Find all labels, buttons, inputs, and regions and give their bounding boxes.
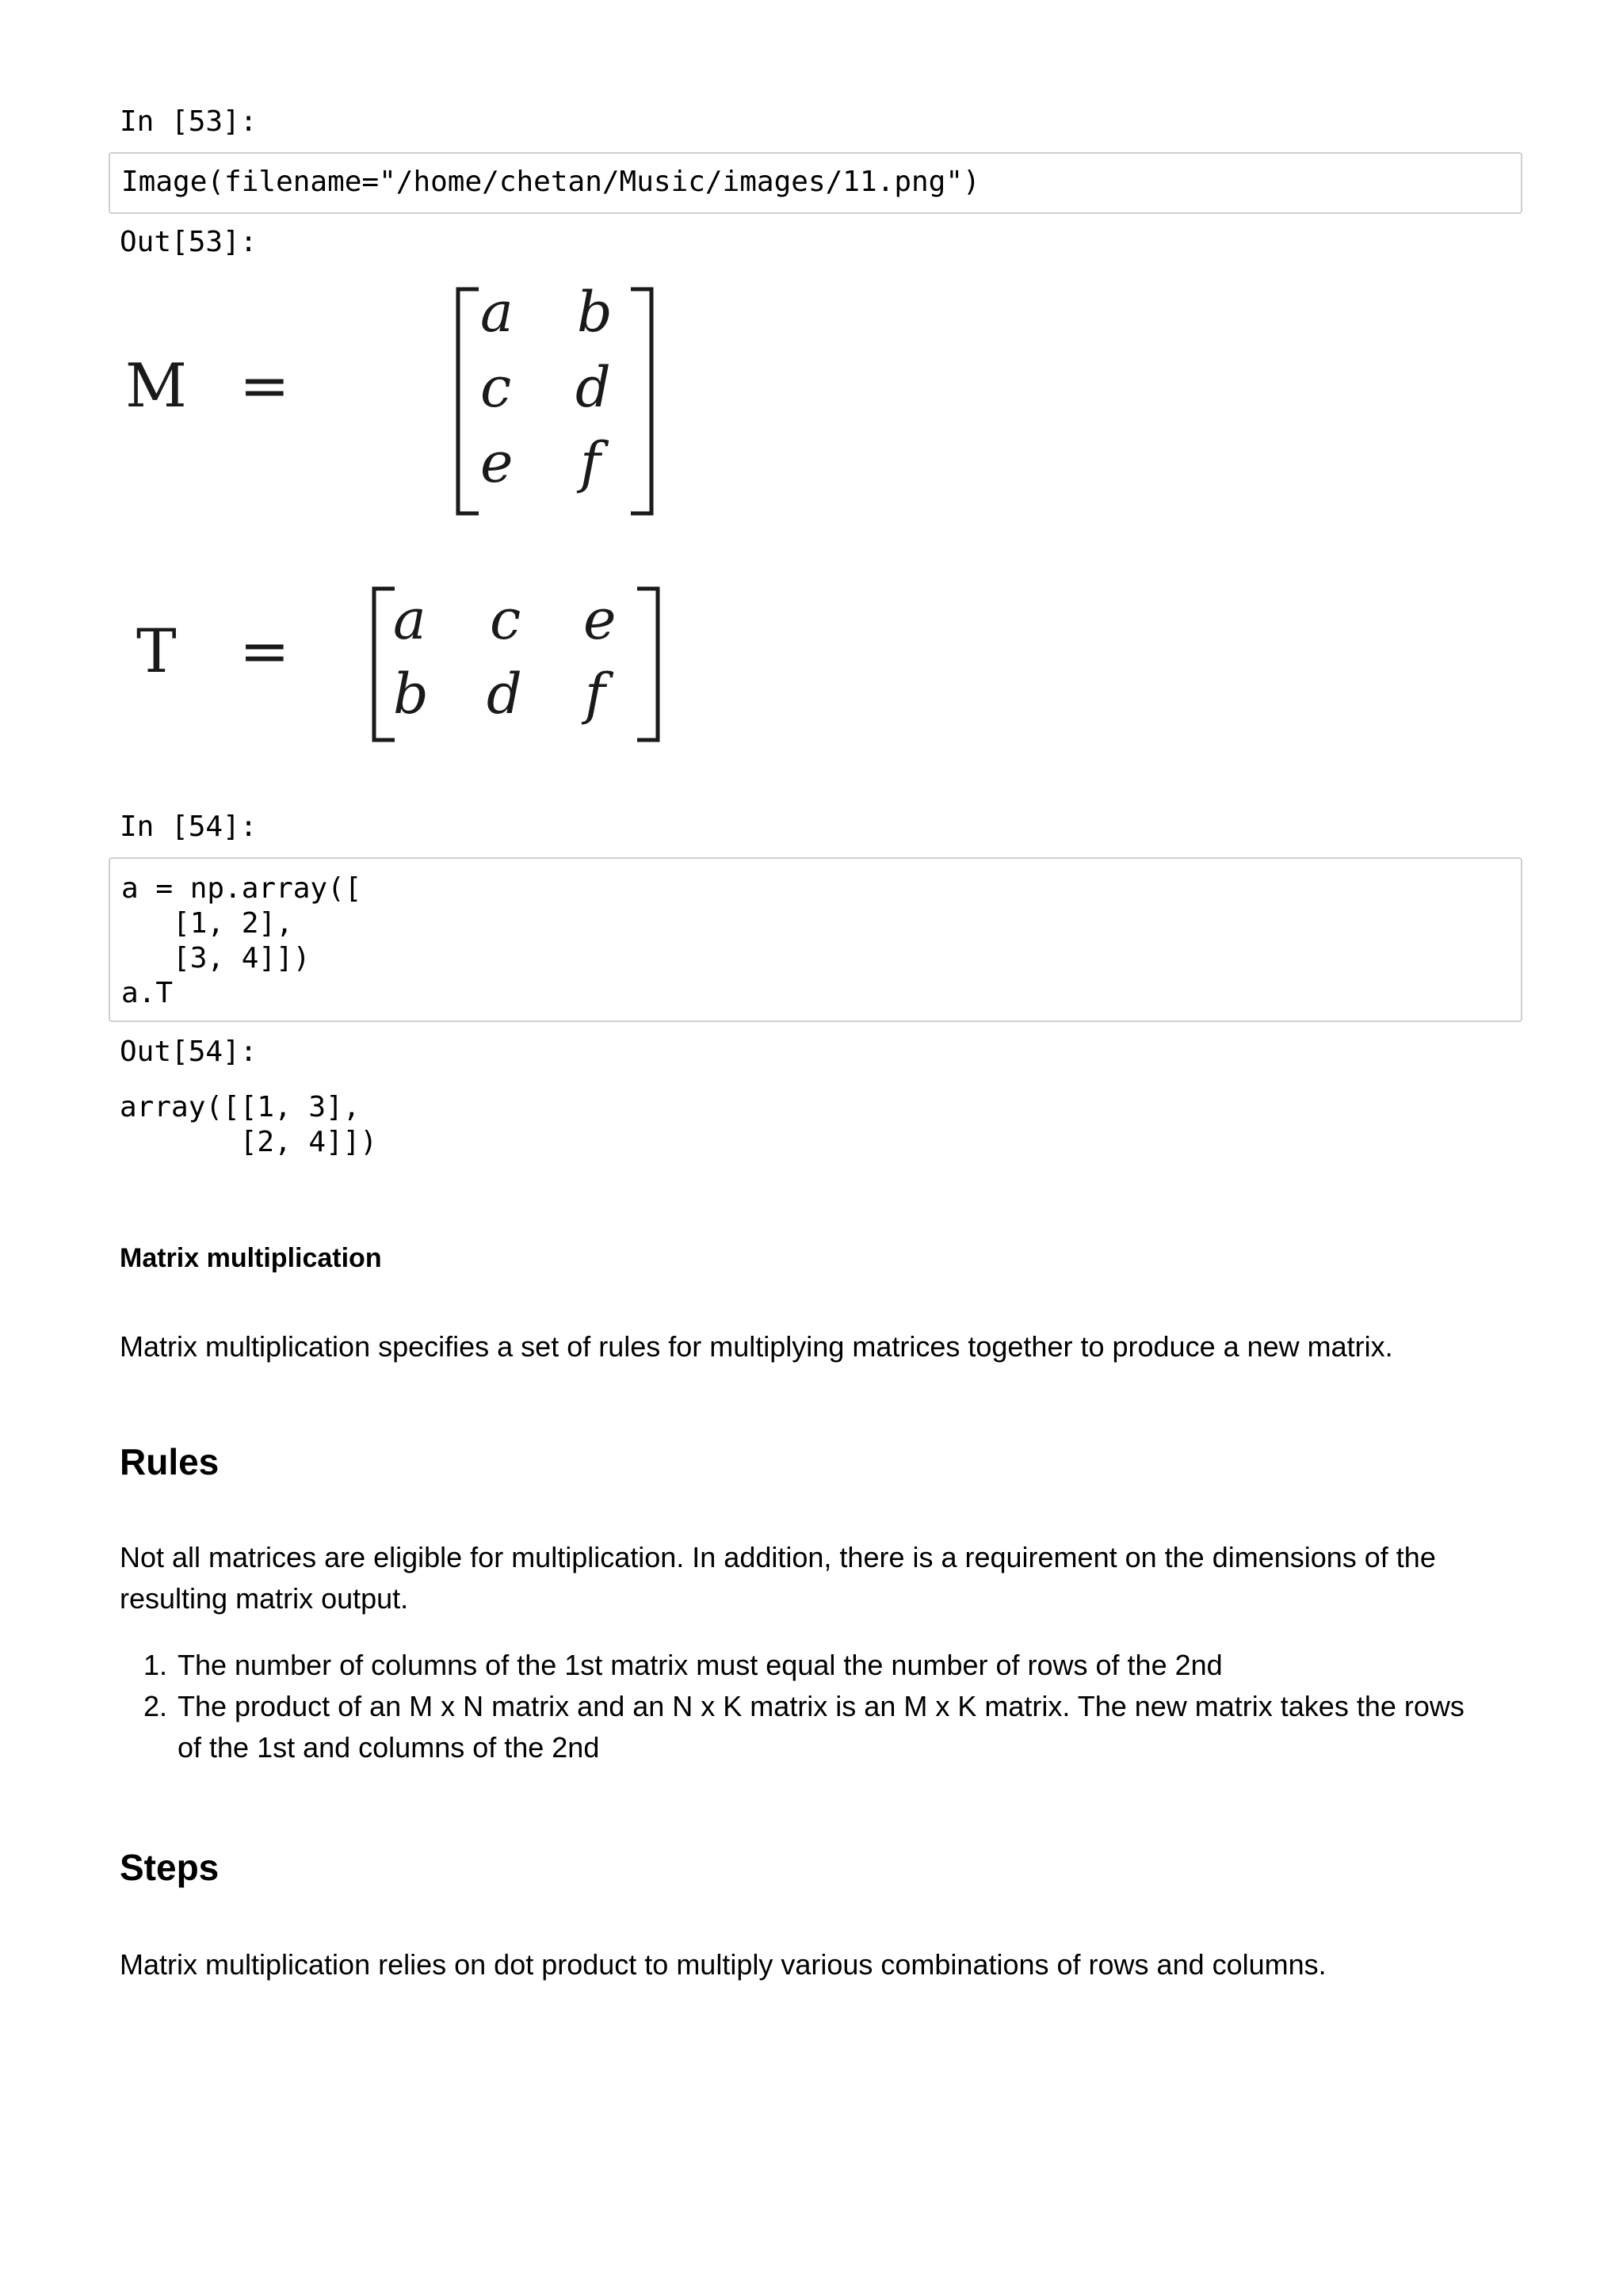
matrix-m-entry: f xyxy=(580,430,601,495)
list-item-number: 2. xyxy=(143,1690,168,1722)
equals-sign-m: = xyxy=(239,350,290,421)
code-text-54: a = np.array([ [1, 2], [3, 4]]) a.T xyxy=(121,872,362,1009)
code-input-cell-53[interactable] xyxy=(109,152,1522,214)
list-item-text: The number of columns of the 1st matrix must equal the number of rows of the 2nd xyxy=(178,1649,1223,1681)
equals-sign-t: = xyxy=(239,616,290,686)
paragraph-steps: Matrix multiplication relies on dot product to multiply various combinations of rows and columns. xyxy=(120,1948,1327,1981)
code-text-53: Image(filename="/home/chetan/Music/images/11.png") xyxy=(121,166,980,198)
heading-steps: Steps xyxy=(120,1847,220,1888)
matrix-m-label: M xyxy=(125,350,187,421)
rules-list xyxy=(120,1645,1467,1768)
paragraph-matrix-multiplication: Matrix multiplication specifies a set of rules for multiplying matrices together to produce a new matrix. xyxy=(120,1330,1393,1363)
matrix-t-label: T xyxy=(136,616,177,686)
list-item-number: 1. xyxy=(143,1649,168,1681)
heading-rules: Rules xyxy=(120,1441,220,1482)
list-item-text: The product of an M x N matrix and an N x K matrix is an M x K matrix. The new matrix takes the rows of the 1st and columns of the 2nd xyxy=(178,1690,1465,1764)
matrix-m-entry: b xyxy=(577,280,613,345)
input-prompt-53: In [53]: xyxy=(120,105,258,138)
matrix-m-entry: e xyxy=(480,430,514,495)
list-item xyxy=(120,1645,1467,1686)
matrix-t-entry: c xyxy=(490,587,521,652)
output-prompt-53: Out[53]: xyxy=(120,226,258,258)
paragraph-rules: Not all matrices are eligible for multiplication. In addition, there is a requirement on the dimensions of the resulting matrix output. xyxy=(120,1541,1436,1615)
matrix-t-entry: e xyxy=(583,587,617,652)
matrix-t-entry: b xyxy=(393,662,429,727)
matrix-m-entry: d xyxy=(575,355,611,420)
heading-matrix-multiplication: Matrix multiplication xyxy=(120,1243,382,1273)
matrix-t-entry: d xyxy=(487,662,522,727)
code-input-cell-54[interactable] xyxy=(109,857,1522,1022)
matrix-t-entry: f xyxy=(585,662,605,727)
matrix-t-entry: a xyxy=(393,587,426,652)
matrix-transpose-figure xyxy=(111,269,682,761)
matrix-m-entry: a xyxy=(480,280,514,345)
output-prompt-54: Out[54]: xyxy=(120,1035,258,1068)
list-item xyxy=(120,1686,1467,1768)
matrix-m-entry: c xyxy=(480,355,512,420)
output-text-54: array([[1, 3], [2, 4]]) xyxy=(120,1091,378,1158)
input-prompt-54: In [54]: xyxy=(120,810,258,843)
